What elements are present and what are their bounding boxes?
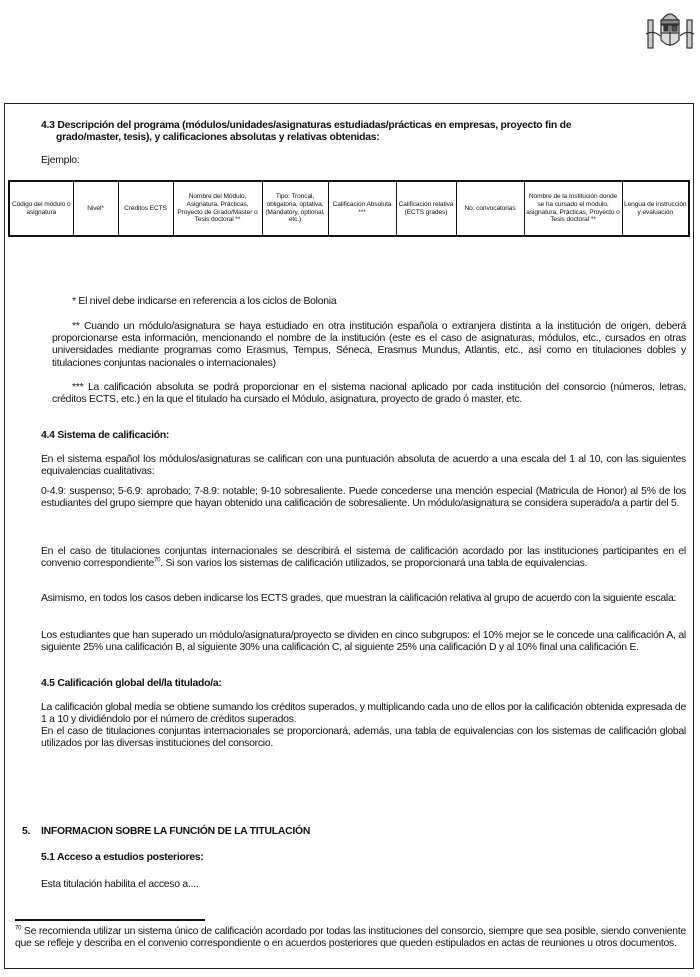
col-header: No. convocatorias [456,181,524,236]
col-header: Créditos ECTS [118,181,173,236]
section-4-4-heading: 4.4 Sistema de calificación: [41,430,170,441]
footnote-ref[interactable]: 70 [154,557,161,564]
col-header: Código del módulo o asignatura [9,181,73,236]
heading-line-1: 4.3 Descripción del programa (módulos/unidades/asignaturas estudiadas/prácticas en empresas, proyecto fin de [41,120,572,131]
ects-scale-paragraph: Los estudiantes que han superado un módulo/asignatura/proyecto se dividen en cinco subgrupos: el 10% mejor se le concede una calificación A, al siguiente 25% una calificación B, al siguiente 30% una calificación C, al siguiente 25% una calificación D y al 10% final una calificación E. [41,630,686,654]
global-grade-paragraph: La calificación global media se obtiene sumando los créditos superados, y multiplicando cada uno de ellos por la calificación obtenida expresada de 1 a 10 y dividiéndolo por el número de créditos superados. [41,702,686,726]
section-5-number: 5. [22,826,31,837]
col-header: Nombre del Módulo, Asignatura, Prácticas, Proyecto de Grado/Master o Tesis doctoral ** [173,181,262,236]
note-absolute-grade: *** La calificación absoluta se podrá proporcionar en el sistema nacional aplicado por cada institución del consorcio (números, letras, créditos ECTS, etc.) en la que el titulado ha cursado el Módulo, asignatura, proyecto de grado ó master, etc. [52,382,686,406]
section-4-5-heading: 4.5 Calificación global del/la titulado/a: [41,678,222,689]
global-grade-joint-paragraph: En el caso de titulaciones conjuntas internacionales se proporcionará, además, una tabla de equivalencias con los sistemas de calificación global utilizados por las diversas instituciones del consorcio. [41,726,686,750]
section-5-1-heading: 5.1 Acceso a estudios posteriores: [41,852,204,863]
col-header: Tipo: Troncal, obligatoria, optativa, (Mandatory, optional, etc.) [262,181,328,236]
note-institution: ** Cuando un módulo/asignatura se haya estudiado en otra institución española o extranjera distinta a la institución de origen, deberá proporcionarse esta información, mencionando el nombre de la institución (este es el caso de asignaturas, módulos, etc., cursados en otras universidades mediante programas como Erasmus, Tempus, Séneca, Erasmus Mundus, Atlantis, etc., así como en titulaciones dobles y titulaciones conjuntas nacionales o internacionales) [52,321,686,369]
section-5-heading: INFORMACION SOBRE LA FUNCIÓN DE LA TITULACIÓN [41,826,311,837]
col-header: Nivel* [73,181,118,236]
footnote-separator [15,919,205,921]
text: En el caso de titulaciones conjuntas internacionales se describirá el sistema de calificación acordado por las instituciones participantes en el convenio correspondiente [41,546,686,570]
example-label: Ejemplo: [41,155,80,166]
text: . Si son varios los sistemas de calificación utilizados, se proporcionará una tabla de equivalencias. [160,558,588,570]
ects-paragraph: Asimismo, en todos los casos deben indicarse los ECTS grades, que muestran la calificación relativa al grupo de acuerdo con la siguiente escala: [41,593,677,604]
grading-equivalences: 0-4.9: suspenso; 5-6.9: aprobado; 7-8.9: notable; 9-10 sobresaliente. Puede concederse una mención especial (Matricula de Honor) al 5% de los estudiantes del grupo siempre que hayan obtenido una calificación de sobresaliente. Un módulo/asignatura se considera superado/a a partir del 5. [41,486,686,510]
footnote-70 [15,926,686,950]
note-level: * El nivel debe indicarse en referencia a los ciclos de Bolonia [72,296,337,307]
col-header: Nombre de la Institución donde se ha cursado el módulo, asignatura, Prácticas, Proyecto o Tesis doctoral ** [524,181,622,236]
joint-degrees-paragraph [41,546,686,570]
table-header-row [9,181,689,236]
col-header: Calificación Absoluta *** [328,181,396,236]
col-header: Lengua de instrucción y evaluación [622,181,689,236]
col-header: Calificación relativa (ECTS grades) [396,181,456,236]
access-text: Esta titulación habilita el acceso a.... [41,879,199,890]
footnote-number: 70 [15,925,22,932]
heading-line-2: grado/master, tesis), y calificaciones absolutas y relativas obtenidas: [56,132,380,144]
grades-table [8,180,690,237]
footnote-text: Se recomienda utilizar un sistema único de calificación acordado por todas las instituciones del consorcio, siempre que sea posible, siendo conveniente que se refleje y describa en el convenio correspondiente o en acuerdos posteriores que queden estipulados en actas de reuniones u otros documentos. [15,926,686,950]
section-4-3-heading [41,120,686,144]
grading-paragraph: En el sistema español los módulos/asignaturas se califican con una puntuación absoluta de acuerdo a una escala del 1 al 10, con las siguientes equivalencias cualitativas: [41,454,686,478]
coat-of-arms-logo [640,6,700,56]
